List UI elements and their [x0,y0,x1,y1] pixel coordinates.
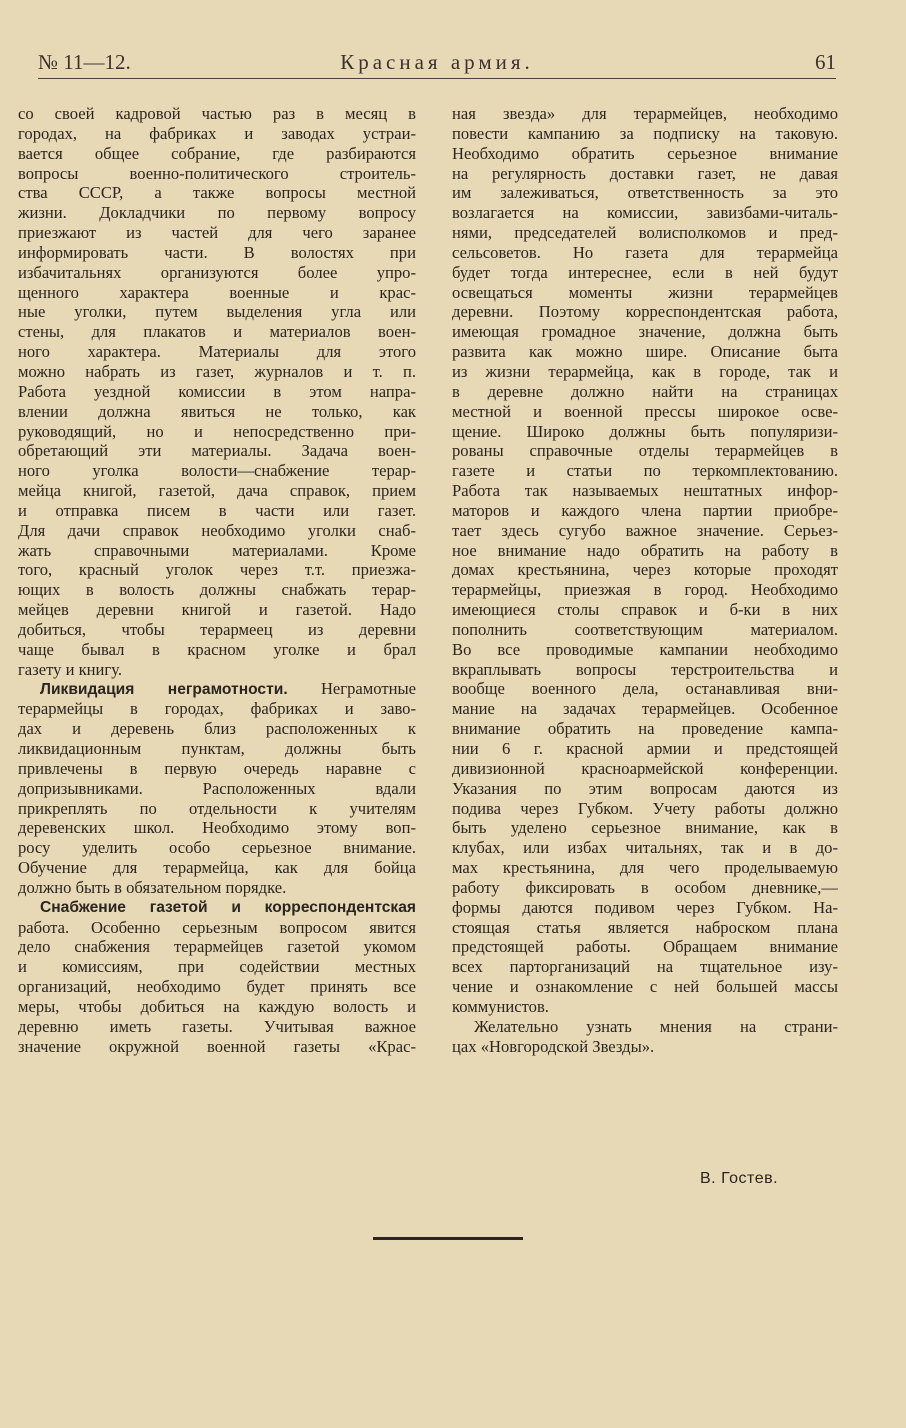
text-line: внимание обратить на проведение кампа- [452,719,838,739]
text-line: организаций, необходимо будет принять все [18,977,416,997]
page-number: 61 [815,50,836,74]
text-line: Для дачи справок необходимо уголки снаб- [18,520,416,540]
journal-title: Красная армия. [340,50,534,74]
end-rule [373,1237,523,1240]
text-line: влении должна явиться не только, как [18,401,416,421]
text-line: и отправка писем в части или газет. [18,500,416,520]
text-line: Необходимо обратить серьезное внимание [452,143,838,163]
text-line: того, красный уголок через т.т. приезжа- [18,560,416,580]
text-line: ная звезда» для терармейцев, необходимо [452,104,838,123]
text-line: нии 6 г. красной армии и предстоящей [452,739,838,758]
page-header [38,48,836,79]
text-line: Работа так называемых нештатных инфор- [452,481,838,501]
text-line: терармейцы, приезжая в город. Необходимо [452,580,838,600]
text-line: прикреплять по отдельности к учителям [18,798,416,818]
text-line: ликвидационным пунктам, должны быть [18,739,416,758]
text-line: Работа уездной комиссии в этом напра- [18,381,416,401]
text-line: им залеживаться, ответственность за это [452,183,838,203]
text-line: пополнить соответствующим материалом. [452,619,838,639]
text-line: терармейцы в городах, фабриках и заво- [18,699,416,719]
text-line: освещаться моменты жизни терармейцев [452,282,838,302]
text-line: добиться, чтобы терармеец из деревни [18,619,416,639]
text-line: развита как можно шире. Описание быта [452,342,838,362]
text-line: жать справочными материалами. Кроме [18,540,416,560]
text-line: быть уделено серьезное внимание, как в [452,818,838,838]
text-line: предстоящей работы. Обращаем внимание [452,937,838,957]
text-line: мах крестьянина, для чего проделываемую [452,858,838,878]
text-line: допризывниками. Расположенных вдали [18,778,416,798]
text-line: газете и статьи по теркомплектованию. [452,461,838,481]
text-line: меры, чтобы добиться на каждую волость и [18,996,416,1016]
text-line: клубах, или избах читальнях, так и в до- [452,838,838,858]
text-line: ные уголки, путем выделения угла или [18,302,416,322]
text-line: избачитальнях организуются более упро- [18,262,416,282]
text-line: нями, председателей волисполкомов и пред- [452,223,838,243]
text-line: можно набрать из газет, журналов и т. п. [18,361,416,381]
text-line: и комиссиям, при содействии местных [18,957,416,977]
text-line: жизни. Докладчики по первому вопросу [18,203,416,223]
text-line: деревни. Поэтому корреспондентская работа, [452,302,838,322]
right-column [452,104,838,1057]
text-line: щенного характера военные и крас- [18,282,416,302]
text-line: имеющиеся столы справок и б-ки в них [452,600,838,620]
text-line: должно быть в обязательном порядке. [18,877,287,897]
author-signature: В. Гостев. [700,1170,779,1187]
text-line: коммунистов. [452,996,549,1016]
text-line: из жизни терармейца, как в городе, так и [452,361,838,381]
text-line: росу уделить особо серьезное внимание. [18,838,416,858]
text-line: тает здесь сугубо важное значение. Серьез- [452,520,838,540]
text-line: обретающий эти материалы. Задача воен- [18,441,416,461]
text-line: значение окружной военной газеты «Крас- [18,1036,416,1056]
text-line: ного уголка волости—снабжение терар- [18,461,416,481]
text-line: рованы справочные отделы терармейцев в [452,441,838,461]
text-line: повести кампанию за подписку на таковую. [452,123,838,143]
text-line: информировать части. В волостях при [18,242,416,262]
text-line: дивизионной красноармейской конференции. [452,758,838,778]
text-line: ства СССР, а также вопросы местной [18,183,416,203]
text-line: имеющая громадное значение, должна быть [452,322,838,342]
text-line: Желательно узнать мнения на страни- [474,1016,838,1036]
text-line: мейца книгой, газетой, дача справок, прием [18,481,416,501]
text-line: дело снабжения терармейцев газетой укомом [18,937,416,957]
text-line: сельсоветов. Но газета для терармейца [452,242,838,262]
text-line: газету и книгу. [18,659,123,679]
text-line: Во все проводимые кампании необходимо [452,639,838,659]
text-line: на регулярность доставки газет, не давая [452,163,838,183]
text-line: ного характера. Материалы для этого [18,342,416,362]
text-line: чение и ознакомление с ней большей массы [452,977,838,997]
text-line: работу фиксировать в особом дневнике,— [452,877,838,897]
text-line: вопросы военно-политического строитель- [18,163,416,183]
text-line: вкраплывать вопросы терстроительства и [452,659,838,679]
text-line: руководящий, но и непосредственно при- [18,421,416,441]
text-line: Указания по этим вопросам даются из [452,778,838,798]
text-line: ющих в волость должны снабжать терар- [18,580,416,600]
text-line: со своей кадровой частью раз в месяц в [18,104,416,123]
text-line: в деревне должно найти на страницах [452,381,838,401]
text-line: маторов и каждого члена партии приобре- [452,500,838,520]
text-line: возлагается на комиссии, завизбами-читаль- [452,203,838,223]
issue-number: № 11—12. [38,50,131,74]
text-line: формы даются подивом через Губком. На- [452,897,838,917]
text-line: вообще военного дела, останавливая вни- [452,679,838,699]
left-column [18,104,416,1057]
text-line: подива через Губком. Учету работы должно [452,798,838,818]
text-line: стоящая статья является наброском плана [452,917,838,937]
text-line: Обучение для терармейца, как для бойца [18,858,416,878]
text-line: щение. Широко должны быть популяризи- [452,421,838,441]
text-line: местной и военной прессы широкое осве- [452,401,838,421]
text-line: городах, на фабриках и заводах устраи- [18,123,416,143]
section-heading-literacy: Ликвидация неграмотности. Неграмотные [40,679,416,699]
text-line: приезжают из частей для чего заранее [18,223,416,243]
text-line: всех парторганизаций на тщательное изу- [452,957,838,977]
section-heading-newspaper: Снабжение газетой и корреспондентская [40,898,416,916]
text-line: домах крестьянина, через которые проходят [452,560,838,580]
text-line: работа. Особенно серьезным вопросом явится [18,917,416,937]
text-line: дах и деревень близ расположенных к [18,719,416,739]
text-line: вается общее собрание, где разбираются [18,143,416,163]
text-line: мание на задачах терармейцев. Особенное [452,699,838,719]
text-line: привлечены в первую очередь наравне с [18,758,416,778]
text-line: стены, для плакатов и материалов воен- [18,322,416,342]
text-line: ное внимание надо обратить на работу в [452,540,838,560]
text-line: мейцев деревни книгой и газетой. Надо [18,600,416,620]
text-line: деревенских школ. Необходимо этому воп- [18,818,416,838]
text-line: будет тогда интереснее, если в ней будут [452,262,838,282]
text-line: деревню иметь газеты. Учитывая важное [18,1016,416,1036]
text-line: чаще бывал в красном уголке и брал [18,639,416,659]
text-line: цах «Новгородской Звезды». [452,1036,655,1056]
